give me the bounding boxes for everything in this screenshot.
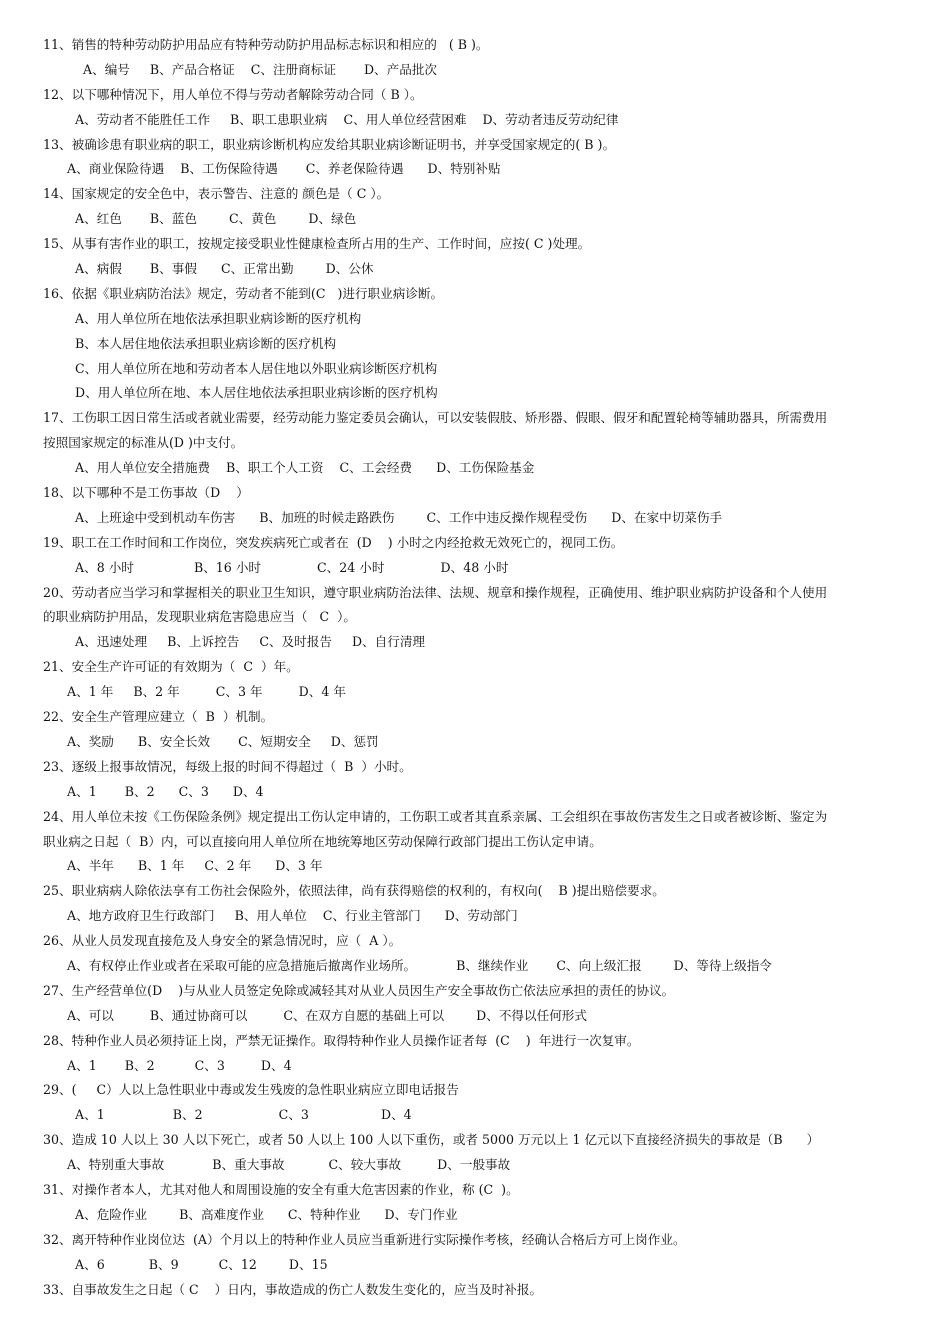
options-line: A、有权停止作业或者在采取可能的应急措施后撤离作业场所。 B、继续作业 C、向上级汇报 D、等待上级指令 bbox=[67, 957, 772, 973]
options-line: A、危险作业 B、高难度作业 C、特种作业 D、专门作业 bbox=[75, 1206, 458, 1222]
options-line: A、特别重大事故 B、重大事故 C、较大事故 D、一般事故 bbox=[67, 1157, 511, 1173]
question-continuation: 按照国家规定的标准从(D )中支付。 bbox=[43, 435, 244, 451]
question-line: 25、职业病病人除依法享有工伤社会保险外，依照法律，尚有获得赔偿的权利的，有权向( B )提出赔偿要求。 bbox=[43, 883, 665, 899]
question-line: 15、从事有害作业的职工，按规定接受职业性健康检查所占用的生产、工作时间，应按( C )处理。 bbox=[43, 236, 591, 252]
options-line: A、劳动者不能胜任工作 B、职工患职业病 C、用人单位经营困难 D、劳动者违反劳动纪律 bbox=[75, 111, 619, 127]
options-line: A、1 B、2 C、3 D、4 bbox=[75, 1107, 412, 1123]
question-line: 30、造成 10 人以上 30 人以下死亡，或者 50 人以上 100 人以下重伤，或者 5000 万元以上 1 亿元以下直接经济损失的事故是（B ） bbox=[43, 1132, 820, 1148]
question-line: 16、依据《职业病防治法》规定，劳动者不能到(C )进行职业病诊断。 bbox=[43, 285, 444, 301]
question-line: 12、以下哪种情况下，用人单位不得与劳动者解除劳动合同（ B ）。 bbox=[43, 86, 423, 102]
options-line: A、1 B、2 C、3 D、4 bbox=[67, 783, 264, 799]
options-line: B、本人居住地依法承担职业病诊断的医疗机构 bbox=[75, 335, 337, 351]
question-line: 20、劳动者应当学习和掌握相关的职业卫生知识，遵守职业病防治法律、法规、规章和操作规程，正确使用、维护职业病防护设备和个人使用 bbox=[43, 584, 828, 600]
options-line: A、红色 B、蓝色 C、黄色 D、绿色 bbox=[75, 211, 357, 227]
options-line: A、半年 B、1 年 C、2 年 D、3 年 bbox=[67, 858, 323, 874]
question-continuation: 职业病之日起（ B）内，可以直接向用人单位所在地统筹地区劳动保障行政部门提出工伤认定申请。 bbox=[43, 833, 602, 849]
question-line: 14、国家规定的安全色中，表示警告、注意的 颜色是（ C ）。 bbox=[43, 186, 390, 202]
options-line: A、地方政府卫生行政部门 B、用人单位 C、行业主管部门 D、劳动部门 bbox=[67, 908, 518, 924]
question-line: 29、( C）人以上急性职业中毒或发生残废的急性职业病应立即电话报告 bbox=[43, 1082, 459, 1098]
options-line: A、奖励 B、安全长效 C、短期安全 D、惩罚 bbox=[67, 733, 379, 749]
options-line: A、1 B、2 C、3 D、4 bbox=[67, 1057, 292, 1073]
question-line: 18、以下哪种不是工伤事故（D ） bbox=[43, 485, 249, 501]
options-line: A、可以 B、通过协商可以 C、在双方自愿的基础上可以 D、不得以任何形式 bbox=[67, 1007, 587, 1023]
question-line: 26、从业人员发现直接危及人身安全的紧急情况时，应（ A ）。 bbox=[43, 933, 402, 949]
question-line: 19、职工在工作时间和工作岗位，突发疾病死亡或者在 (D ) 小时之内经抢救无效死亡的，视同工伤。 bbox=[43, 534, 624, 550]
question-line: 32、离开特种作业岗位达 (A）个月以上的特种作业人员应当重新进行实际操作考核，经确认合格后方可上岗作业。 bbox=[43, 1231, 686, 1247]
options-line: C、用人单位所在地和劳动者本人居住地以外职业病诊断医疗机构 bbox=[75, 360, 438, 376]
question-line: 22、安全生产管理应建立（ B ）机制。 bbox=[43, 709, 274, 725]
options-line: A、上班途中受到机动车伤害 B、加班的时候走路跌伤 C、工作中违反操作规程受伤 D、在家中切菜伤手 bbox=[75, 509, 723, 525]
question-line: 11、销售的特种劳动防护用品应有特种劳动防护用品标志标识和相应的 ( B )。 bbox=[43, 37, 489, 52]
question-line: 33、自事故发生之日起（ C ）日内，事故造成的伤亡人数发生变化的，应当及时补报。 bbox=[43, 1281, 543, 1297]
question-line: 23、逐级上报事故情况，每级上报的时间不得超过（ B ）小时。 bbox=[43, 758, 412, 774]
question-line: 27、生产经营单位(D )与从业人员签定免除或减轻其对从业人员因生产安全事故伤亡依法应承担的责任的协议。 bbox=[43, 982, 675, 998]
question-line: 21、安全生产许可证的有效期为（ C ）年。 bbox=[43, 659, 299, 675]
options-line: A、6 B、9 C、12 D、15 bbox=[75, 1256, 328, 1272]
options-line: A、编号 B、产品合格证 C、注册商标证 D、产品批次 bbox=[75, 61, 438, 77]
options-line: A、用人单位所在地依法承担职业病诊断的医疗机构 bbox=[75, 310, 362, 326]
options-line: A、8 小时 B、16 小时 C、24 小时 D、48 小时 bbox=[75, 559, 509, 575]
question-continuation: 的职业病防护用品，发现职业病危害隐患应当（ C ）。 bbox=[43, 609, 357, 625]
options-line: A、病假 B、事假 C、正常出勤 D、公休 bbox=[75, 261, 374, 277]
options-line: A、用人单位安全措施费 B、职工个人工资 C、工会经费 D、工伤保险基金 bbox=[75, 460, 535, 476]
options-line: D、用人单位所在地、本人居住地依法承担职业病诊断的医疗机构 bbox=[75, 385, 438, 401]
options-line: A、迅速处理 B、上诉控告 C、及时报告 D、自行清理 bbox=[75, 634, 426, 650]
question-line: 31、对操作者本人，尤其对他人和周围设施的安全有重大危害因素的作业，称 (C )。 bbox=[43, 1181, 519, 1197]
question-line: 13、被确诊患有职业病的职工，职业病诊断机构应发给其职业病诊断证明书，并享受国家规定的( B )。 bbox=[43, 136, 616, 152]
question-line: 28、特种作业人员必须持证上岗，严禁无证操作。取得特种作业人员操作证者每 (C ) 年进行一次复审。 bbox=[43, 1032, 640, 1048]
question-line: 24、用人单位未按《工伤保险条例》规定提出工伤认定申请的，工伤职工或者其直系亲属、工会组织在事故伤害发生之日或者被诊断、鉴定为 bbox=[43, 808, 828, 824]
options-line: A、1 年 B、2 年 C、3 年 D、4 年 bbox=[67, 684, 346, 700]
options-line: A、商业保险待遇 B、工伤保险待遇 C、养老保险待遇 D、特别补贴 bbox=[67, 161, 501, 177]
question-line: 17、工伤职工因日常生活或者就业需要，经劳动能力鉴定委员会确认，可以安装假肢、矫形器、假眼、假牙和配置轮椅等辅助器具，所需费用 bbox=[43, 410, 828, 426]
